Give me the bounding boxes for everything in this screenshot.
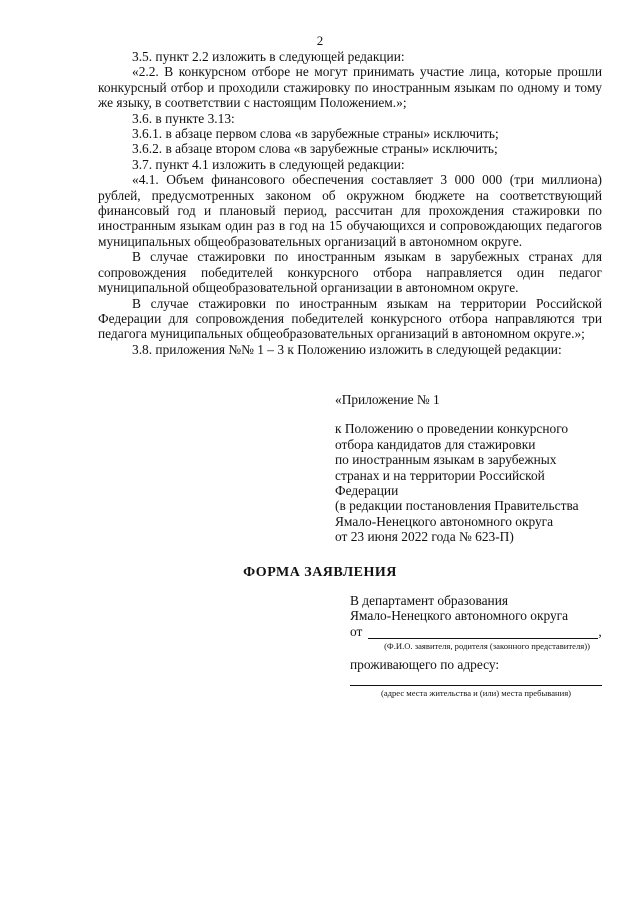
paragraph-3-5: 3.5. пункт 2.2 изложить в следующей редакции: xyxy=(132,49,405,64)
paragraph-3-8: 3.8. приложения №№ 1 – 3 к Положению изложить в следующей редакции: xyxy=(132,341,562,357)
address-field[interactable] xyxy=(350,673,602,686)
residing-label: проживающего по адресу: xyxy=(350,657,500,673)
appendix-line: Федерации xyxy=(335,483,399,499)
applicant-name-caption: (Ф.И.О. заявителя, родителя (законного представителя)) xyxy=(384,641,590,652)
appendix-line: отбора кандидатов для стажировки xyxy=(335,436,536,452)
appendix-line: по иностранным языкам в зарубежных xyxy=(335,452,557,468)
appendix-title: «Приложение № 1 xyxy=(335,392,440,407)
document-body xyxy=(98,49,602,357)
paragraph-foreign-internship: В случае стажировки по иностранным языкам в зарубежных странах для сопровождения победителей конкурсного отбора направляется один педагог муниципальной общеобразовательной организации в автономном округе. xyxy=(98,249,602,296)
page-number: 2 xyxy=(316,33,324,48)
addressee-line: В департамент образования xyxy=(350,593,509,608)
paragraph-3-7: 3.7. пункт 4.1 изложить в следующей редакции: xyxy=(132,156,405,172)
paragraph-3-6-2: 3.6.2. в абзаце втором слова «в зарубежные страны» исключить; xyxy=(132,141,498,157)
applicant-name-field[interactable] xyxy=(368,626,598,639)
addressee-block xyxy=(350,593,610,698)
form-title: ФОРМА ЗАЯВЛЕНИЯ xyxy=(243,565,397,580)
address-caption: (адрес места жительства и (или) места пребывания) xyxy=(380,687,572,698)
from-comma: , xyxy=(598,623,602,639)
from-row xyxy=(350,624,610,639)
paragraph-3-6: 3.6. в пункте 3.13: xyxy=(132,110,235,126)
appendix-line: Ямало-Ненецкого автономного округа xyxy=(335,513,554,529)
paragraph-2-2-quote: «2.2. В конкурсном отборе не могут принимать участие лица, которые прошли конкурсный отбор и проходили стажировку по иностранным языкам по одному и тому же языку, в соответствии с настоящим Положением.»; xyxy=(98,64,602,111)
appendix-line: странах и на территории Российской xyxy=(335,467,545,483)
addressee-line: Ямало-Ненецкого автономного округа xyxy=(350,608,569,624)
appendix-line: к Положению о проведении конкурсного xyxy=(335,421,569,437)
appendix-header xyxy=(335,392,615,545)
paragraph-3-6-1: 3.6.1. в абзаце первом слова «в зарубежные страны» исключить; xyxy=(132,126,499,142)
paragraph-russia-internship: В случае стажировки по иностранным языкам на территории Российской Федерации для сопровождения победителей конкурсного отбора направляются три педагога муниципальных общеобразовательных организаций в автономном округе.»; xyxy=(98,295,602,342)
appendix-line: от 23 июня 2022 года № 623-П) xyxy=(335,529,514,545)
appendix-line: (в редакции постановления Правительства xyxy=(335,498,579,514)
paragraph-4-1-quote: «4.1. Объем финансового обеспечения составляет 3 000 000 (три миллиона) рублей, предусмотренных законом об окружном бюджете на соответствующий финансовый год и плановый период, рассчитан для прохождения стажировки по иностранным языкам один раз в год на 15 обучающихся и сопровождающих педагогов муниципальных общеобразовательных организаций в автономном округе. xyxy=(98,172,602,249)
from-label: от xyxy=(350,623,363,639)
